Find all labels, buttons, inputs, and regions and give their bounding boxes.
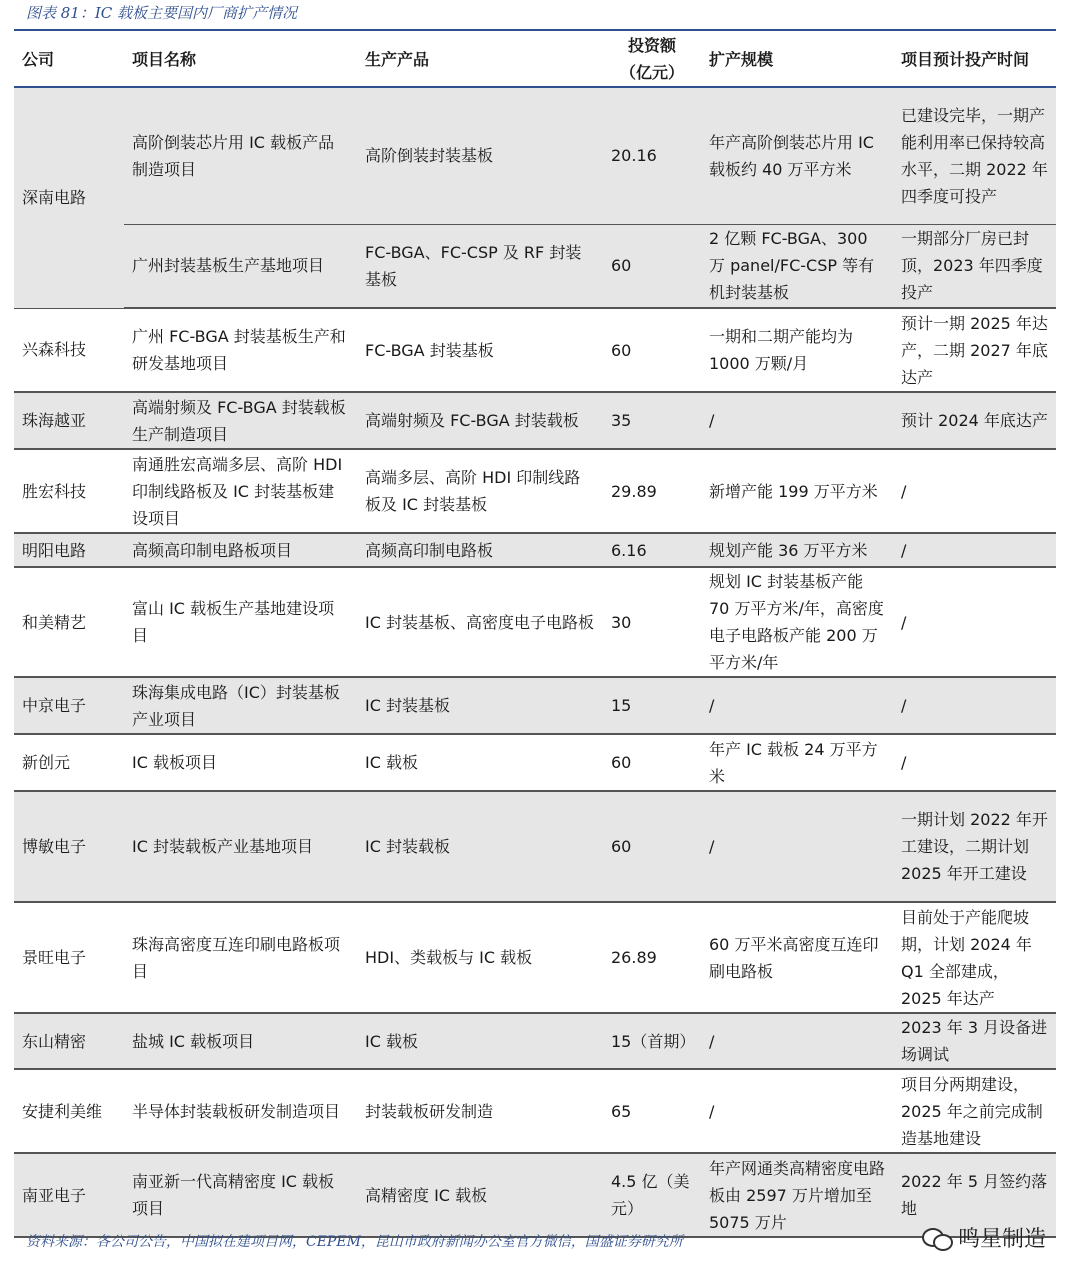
project-cell: 广州封装基板生产基地项目 <box>124 224 357 308</box>
header-investment <box>603 32 701 87</box>
scale-cell: / <box>701 1013 893 1069</box>
header-product: 生产产品 <box>357 32 603 87</box>
watermark-text: 鸣星制造 <box>957 1227 1046 1252</box>
time-cell: / <box>893 567 1056 677</box>
product-cell: FC-BGA、FC-CSP 及 RF 封装基板 <box>357 224 603 308</box>
company-cell: 南亚电子 <box>14 1153 124 1237</box>
table-row <box>14 392 1056 449</box>
project-cell: 珠海集成电路（IC）封装基板产业项目 <box>124 677 357 734</box>
project-cell: IC 载板项目 <box>124 734 357 791</box>
company-cell: 兴森科技 <box>14 308 124 392</box>
scale-cell: 年产高阶倒装芯片用 IC 载板约 40 万平方米 <box>701 87 893 224</box>
time-cell: / <box>893 677 1056 734</box>
project-cell: 高频高印制电路板项目 <box>124 533 357 567</box>
investment-cell: 15（首期） <box>603 1013 701 1069</box>
header-scale: 扩产规模 <box>701 32 893 87</box>
company-cell: 和美精艺 <box>14 567 124 677</box>
product-cell: IC 载板 <box>357 734 603 791</box>
company-cell: 博敏电子 <box>14 791 124 902</box>
product-cell: 高端多层、高阶 HDI 印制线路板及 IC 封装基板 <box>357 449 603 533</box>
scale-cell: 规划 IC 封装基板产能 70 万平方米/年，高密度电子电路板产能 200 万平方米/年 <box>701 567 893 677</box>
table-row <box>14 308 1056 392</box>
scale-cell: / <box>701 1069 893 1153</box>
investment-cell: 30 <box>603 567 701 677</box>
company-cell: 珠海越亚 <box>14 392 124 449</box>
project-cell: 珠海高密度互连印刷电路板项目 <box>124 902 357 1013</box>
investment-cell: 60 <box>603 791 701 902</box>
scale-cell: 年产 IC 载板 24 万平方米 <box>701 734 893 791</box>
scale-cell: 规划产能 36 万平方米 <box>701 533 893 567</box>
table-row <box>14 224 1056 308</box>
product-cell: HDI、类载板与 IC 载板 <box>357 902 603 1013</box>
company-cell: 安捷利美维 <box>14 1069 124 1153</box>
product-cell: 高精密度 IC 载板 <box>357 1153 603 1237</box>
project-cell: 高阶倒装芯片用 IC 载板产品制造项目 <box>124 87 357 224</box>
company-cell: 中京电子 <box>14 677 124 734</box>
table-row <box>14 1069 1056 1153</box>
scale-cell: 一期和二期产能均为 1000 万颗/月 <box>701 308 893 392</box>
header-project: 项目名称 <box>124 32 357 87</box>
company-cell: 东山精密 <box>14 1013 124 1069</box>
header-row <box>14 32 1056 87</box>
time-cell: 目前处于产能爬坡期，计划 2024 年 Q1 全部建成，2025 年达产 <box>893 902 1056 1013</box>
company-cell: 新创元 <box>14 734 124 791</box>
scale-cell: 新增产能 199 万平方米 <box>701 449 893 533</box>
table-row <box>14 1153 1056 1237</box>
project-cell: 半导体封装载板研发制造项目 <box>124 1069 357 1153</box>
header-time: 项目预计投产时间 <box>893 32 1056 87</box>
investment-cell: 35 <box>603 392 701 449</box>
project-cell: IC 封装载板产业基地项目 <box>124 791 357 902</box>
time-cell: / <box>893 449 1056 533</box>
company-cell: 胜宏科技 <box>14 449 124 533</box>
investment-cell: 60 <box>603 734 701 791</box>
time-cell: / <box>893 533 1056 567</box>
table-row <box>14 902 1056 1013</box>
time-cell: / <box>893 734 1056 791</box>
investment-cell: 20.16 <box>603 87 701 224</box>
time-cell: 一期计划 2022 年开工建设，二期计划 2025 年开工建设 <box>893 791 1056 902</box>
project-cell: 盐城 IC 载板项目 <box>124 1013 357 1069</box>
investment-cell: 29.89 <box>603 449 701 533</box>
time-cell: 已建设完毕，一期产能利用率已保持较高水平，二期 2022 年四季度可投产 <box>893 87 1056 224</box>
investment-cell: 4.5 亿（美元） <box>603 1153 701 1237</box>
project-cell: 富山 IC 载板生产基地建设项目 <box>124 567 357 677</box>
product-cell: 封装载板研发制造 <box>357 1069 603 1153</box>
time-cell: 预计 2024 年底达产 <box>893 392 1056 449</box>
table-row <box>14 677 1056 734</box>
company-cell: 明阳电路 <box>14 533 124 567</box>
product-cell: IC 载板 <box>357 1013 603 1069</box>
investment-cell: 6.16 <box>603 533 701 567</box>
source-note: 资料来源：各公司公告，中国拟在建项目网，CEPEM，昆山市政府新闻办公室官方微信，国盛证券研究所 <box>26 1234 683 1250</box>
scale-cell: 2 亿颗 FC-BGA、300 万 panel/FC-CSP 等有机封装基板 <box>701 224 893 308</box>
company-cell: 景旺电子 <box>14 902 124 1013</box>
scale-cell: / <box>701 791 893 902</box>
figure-caption: 图表 81：IC 载板主要国内厂商扩产情况 <box>26 4 298 22</box>
investment-cell: 26.89 <box>603 902 701 1013</box>
header-investment-line2: （亿元） <box>619 63 684 82</box>
watermark <box>922 1222 1046 1253</box>
investment-cell: 15 <box>603 677 701 734</box>
time-cell: 预计一期 2025 年达产，二期 2027 年底达产 <box>893 308 1056 392</box>
table-row <box>14 87 1056 224</box>
time-cell: 项目分两期建设，2025 年之前完成制造基地建设 <box>893 1069 1056 1153</box>
time-cell: 2022 年 5 月签约落地 <box>893 1153 1056 1237</box>
product-cell: IC 封装基板、高密度电子电路板 <box>357 567 603 677</box>
scale-cell: / <box>701 677 893 734</box>
top-rule <box>14 29 1056 31</box>
project-cell: 高端射频及 FC-BGA 封装载板生产制造项目 <box>124 392 357 449</box>
project-cell: 广州 FC-BGA 封装基板生产和研发基地项目 <box>124 308 357 392</box>
header-investment-line1: 投资额 <box>627 36 676 55</box>
expansion-table <box>14 32 1056 1238</box>
table-row <box>14 791 1056 902</box>
table-row <box>14 533 1056 567</box>
product-cell: IC 封装载板 <box>357 791 603 902</box>
product-cell: 高阶倒装封装基板 <box>357 87 603 224</box>
investment-cell: 60 <box>603 224 701 308</box>
project-cell: 南亚新一代高精密度 IC 载板项目 <box>124 1153 357 1237</box>
table-row <box>14 734 1056 791</box>
company-cell: 深南电路 <box>14 87 124 308</box>
header-company: 公司 <box>14 32 124 87</box>
table-row <box>14 567 1056 677</box>
time-cell: 一期部分厂房已封顶，2023 年四季度投产 <box>893 224 1056 308</box>
table-row <box>14 1013 1056 1069</box>
table-row <box>14 449 1056 533</box>
product-cell: IC 封装基板 <box>357 677 603 734</box>
scale-cell: / <box>701 392 893 449</box>
time-cell: 2023 年 3 月设备进场调试 <box>893 1013 1056 1069</box>
investment-cell: 60 <box>603 308 701 392</box>
product-cell: FC-BGA 封装基板 <box>357 308 603 392</box>
product-cell: 高端射频及 FC-BGA 封装载板 <box>357 392 603 449</box>
product-cell: 高频高印制电路板 <box>357 533 603 567</box>
investment-cell: 65 <box>603 1069 701 1153</box>
project-cell: 南通胜宏高端多层、高阶 HDI 印制线路板及 IC 封装基板建设项目 <box>124 449 357 533</box>
scale-cell: 年产网通类高精密度电路板由 2597 万片增加至 5075 万片 <box>701 1153 893 1237</box>
wechat-icon <box>922 1226 952 1250</box>
scale-cell: 60 万平米高密度互连印刷电路板 <box>701 902 893 1013</box>
